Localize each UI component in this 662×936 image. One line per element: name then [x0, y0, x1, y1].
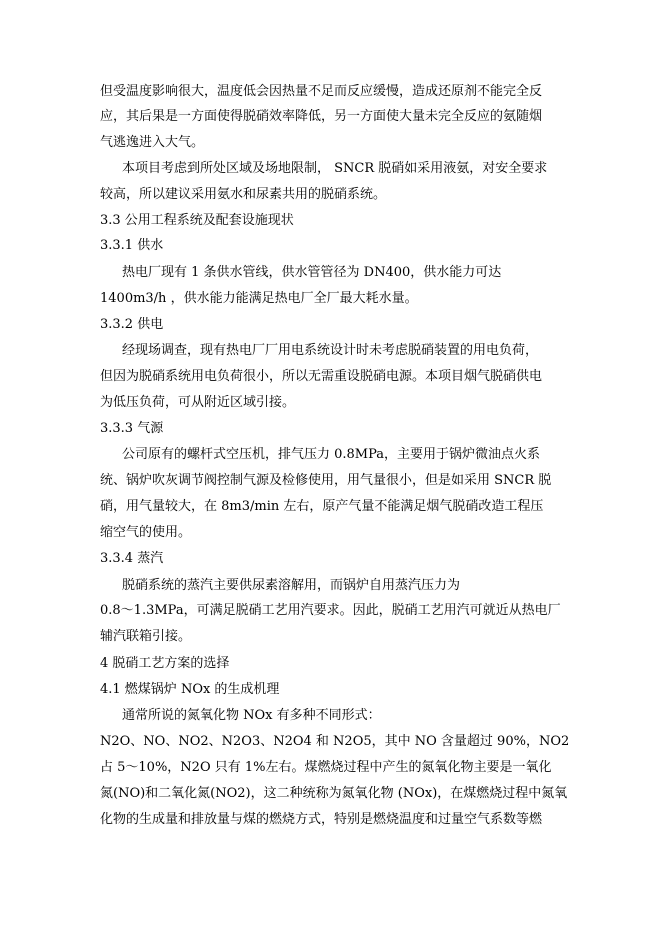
subsection-heading: 3.3.1 供水	[100, 238, 164, 253]
section-heading: 3.3 公用工程系统及配套设施现状	[100, 213, 294, 228]
text-line: 气逃逸进入大气。	[100, 135, 205, 150]
subsection-heading: 4.1 燃煤锅炉 NOx 的生成机理	[100, 682, 280, 697]
text-line: 但受温度影响很大，温度低会因热量不足而反应缓慢，造成还原剂不能完全反	[100, 84, 543, 99]
subsection-heading: 3.3.4 蒸汽	[100, 551, 164, 566]
section-heading: 4 脱硝工艺方案的选择	[100, 656, 230, 671]
text-line: 化物的生成量和排放量与煤的燃烧方式，特别是燃烧温度和过量空气系数等燃	[100, 812, 543, 827]
text-line: 通常所说的氮氧化物 NOx 有多种不同形式：	[122, 708, 381, 723]
text-line: 脱硝系统的蒸汽主要供尿素溶解用，而锅炉自用蒸汽压力为	[122, 578, 461, 593]
text-line: 氮(NO)和二氧化氮(NO2)，这二种统称为氮氧化物 (NOx)，在煤燃烧过程中氮氧	[100, 786, 568, 801]
text-line: 统、锅炉吹灰调节阀控制气源及检修使用，用气量很小，但是如采用 SNCR 脱	[100, 473, 552, 488]
text-line: 硝，用气量较大，在 8m3/min 左右，原产气量不能满足烟气脱硝改造工程压	[100, 499, 544, 514]
text-line: 为低压负荷，可从附近区域引接。	[100, 395, 296, 410]
text-line: 热电厂现有 1 条供水管线，供水管管径为 DN400，供水能力可达	[122, 265, 502, 280]
text-line: 但因为脱硝系统用电负荷很小，所以无需重设脱硝电源。本项目烟气脱硝供电	[100, 369, 543, 384]
text-line: 1400m3/h ，供水能力能满足热电厂全厂最大耗水量。	[100, 291, 418, 306]
text-line: 缩空气的使用。	[100, 525, 192, 540]
text-line: 辅汽联箱引接。	[100, 629, 192, 644]
text-line: 本项目考虑到所处区域及场地限制， SNCR 脱硝如采用液氨，对安全要求	[122, 161, 548, 176]
text-line: N2O、NO、NO2、N2O3、N2O4 和 N2O5，其中 NO 含量超过 90%，NO2	[100, 734, 570, 749]
text-line: 占 5～10%，N2O 只有 1%左右。煤燃烧过程中产生的氮氧化物主要是一氧化	[100, 760, 552, 775]
subsection-heading: 3.3.3 气源	[100, 421, 164, 436]
text-line: 公司原有的螺杆式空压机，排气压力 0.8MPa，主要用于锅炉微油点火系	[122, 447, 541, 462]
text-line: 较高，所以建议采用氨水和尿素共用的脱硝系统。	[100, 187, 387, 202]
text-line: 0.8～1.3MPa，可满足脱硝工艺用汽要求。因此，脱硝工艺用汽可就近从热电厂	[100, 603, 561, 618]
text-line: 经现场调查，现有热电厂厂用电系统设计时未考虑脱硝装置的用电负荷，	[122, 343, 539, 358]
text-line: 应，其后果是一方面使得脱硝效率降低，另一方面使大量未完全反应的氨随烟	[100, 109, 543, 124]
subsection-heading: 3.3.2 供电	[100, 317, 164, 332]
